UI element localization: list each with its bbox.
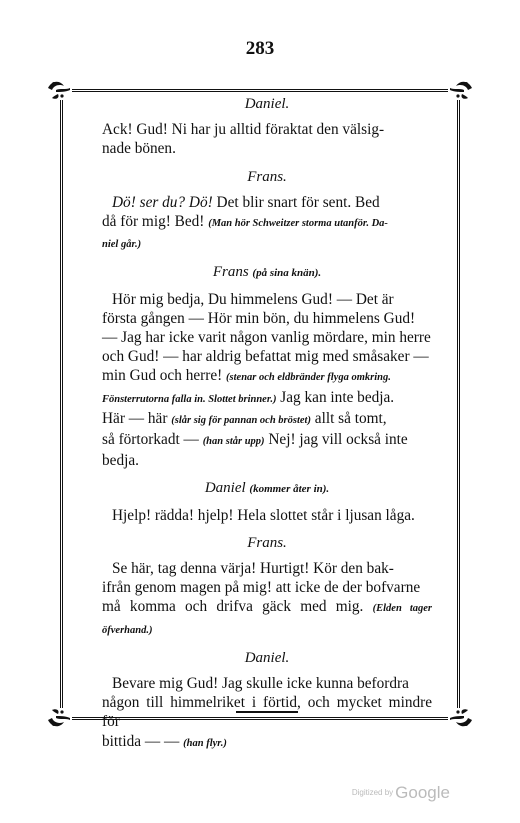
stage-direction: Fönsterrutorna falla in. Slottet brinner.) <box>102 393 277 405</box>
end-rule <box>236 711 298 713</box>
dialogue-line: någon till himmelriket i förtid, och mycket mindre för <box>102 694 432 731</box>
speaker-name: Daniel. <box>244 649 290 666</box>
dialogue-line <box>102 388 432 409</box>
speaker-name: Frans. <box>247 168 287 185</box>
speaker-name <box>102 263 432 283</box>
dialogue-line: och Gud! — har aldrig befattat mig med småsaker — <box>102 348 429 366</box>
speaker-name <box>102 479 432 499</box>
dialogue-line <box>102 430 432 451</box>
dialogue-line <box>102 366 432 387</box>
corner-ornament-icon <box>46 76 80 102</box>
page-number: 283 <box>245 38 275 59</box>
emphasis-text: Dö! ser du? Dö! <box>112 193 213 211</box>
stage-direction: (stenar och eldbränder flyga omkring. <box>226 372 391 384</box>
dialogue-line <box>102 409 432 430</box>
dialogue-line: Se här, tag denna värja! Hurtigt! Kör den bak- <box>112 560 394 578</box>
speaker-label: Daniel <box>204 480 246 497</box>
speaker-name: Frans. <box>247 534 287 551</box>
corner-ornament-icon <box>440 76 474 102</box>
speaker-name: Daniel. <box>244 96 290 112</box>
dialogue-line <box>102 233 432 254</box>
dialogue-text: Jag kan inte bedja. <box>276 388 395 406</box>
dialogue-line: Ack! Gud! Ni har ju alltid föraktat den välsig- <box>102 121 385 139</box>
dialogue-line: Bevare mig Gud! Jag skulle icke kunna befordra <box>112 675 409 693</box>
dialogue-text: då för mig! Bed! <box>102 213 209 231</box>
stage-direction: (Man hör Schweitzer storma utanför. Da- <box>208 218 388 230</box>
dialogue-line: nade bönen. <box>102 140 176 158</box>
watermark-logo-text: Google <box>395 783 450 802</box>
dialogue-line: ifrån genom magen på mig! att icke de der bofvarne <box>102 579 421 597</box>
dialogue-text: så förtorkadt — <box>102 431 203 449</box>
dialogue-text: må komma och drifva gäck med mig. <box>102 598 373 616</box>
dialogue-text: bittida — — <box>102 732 184 750</box>
dialogue-line: Hör mig bedja, Du himmelens Gud! — Det är <box>112 290 394 308</box>
dialogue-text: Det blir snart för sent. Bed <box>212 193 380 211</box>
dialogue-line: första gången — Hör min bön, du himmelens Gud! <box>102 309 416 327</box>
dialogue-text: Här — här <box>102 409 172 427</box>
stage-direction: (Elden tager öfverhand.) <box>102 603 432 636</box>
corner-ornament-icon <box>46 706 80 732</box>
dialogue-line: Hjelp! rädda! hjelp! Hela slottet står i ljusan låga. <box>112 506 415 524</box>
speaker-label: Frans <box>212 264 249 281</box>
stage-direction: (kommer åter in). <box>249 483 330 496</box>
stage-direction: (slår sig för pannan och bröstet) <box>171 414 311 426</box>
dialogue-line <box>102 732 432 753</box>
dialogue-text: Nej! jag vill också inte <box>264 431 408 449</box>
dialogue-line <box>102 193 432 212</box>
stage-direction: (han flyr.) <box>183 737 227 749</box>
stage-direction: (han står upp) <box>202 436 265 448</box>
dialogue-line <box>102 212 432 233</box>
stage-direction: niel går.) <box>102 239 142 251</box>
digitized-watermark <box>352 783 450 803</box>
stage-direction: (på sina knän). <box>252 267 322 280</box>
dialogue-text: min Gud och herre! <box>102 367 227 385</box>
corner-ornament-icon <box>440 706 474 732</box>
dialogue-line: — Jag har icke varit någon vanlig mördare, min herre <box>102 329 431 347</box>
play-text <box>102 95 432 753</box>
dialogue-line: bedja. <box>102 452 139 470</box>
dialogue-line <box>102 597 432 639</box>
watermark-small-text: Digitized by <box>351 788 394 797</box>
dialogue-text: allt så tomt, <box>310 409 387 427</box>
